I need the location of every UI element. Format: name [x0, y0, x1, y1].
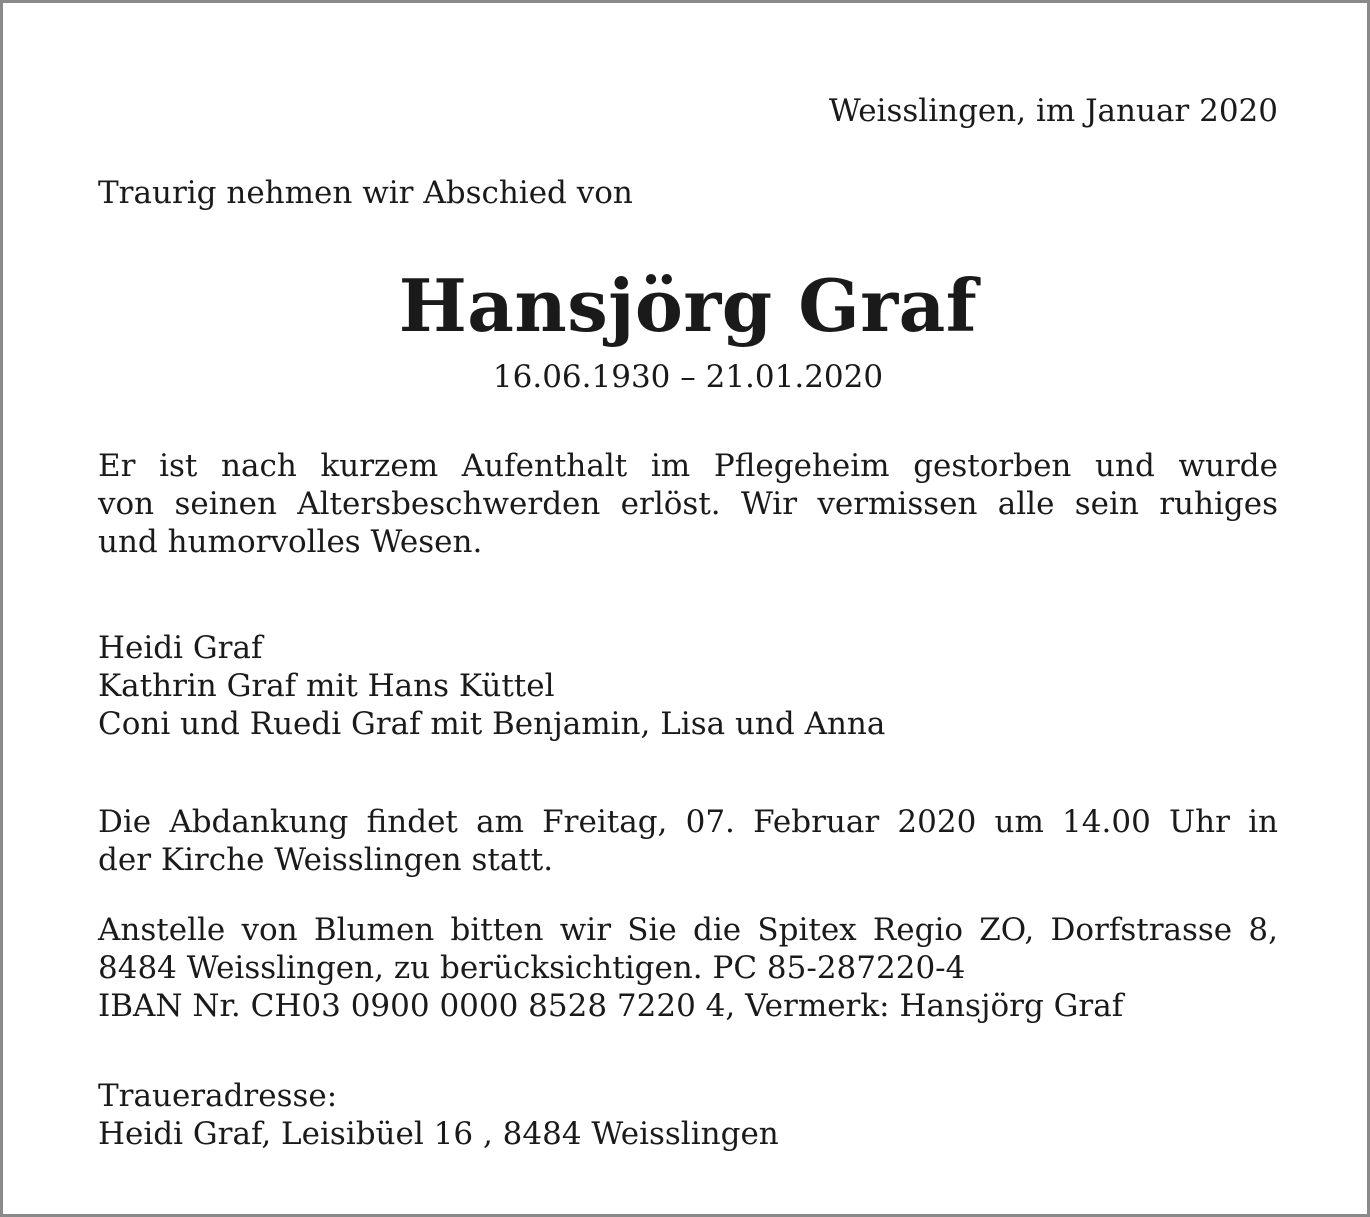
deceased-name: Hansjörg Graf [398, 263, 978, 348]
service-line: Die Abdankung findet am Freitag, 07. Februar 2020 um 14.00 Uhr in [98, 804, 1278, 840]
message-line: von seinen Altersbeschwerden erlöst. Wir vermissen alle sein ruhiges [98, 486, 1278, 522]
service-paragraph [98, 803, 1278, 879]
mourning-address-value: Heidi Graf, Leisibüel 16 , 8484 Weisslingen [98, 1116, 779, 1152]
mourning-address-label: Traueradresse: [98, 1078, 338, 1114]
message-line: Er ist nach kurzem Aufenthalt im Pflegeheim gestorben und wurde [98, 448, 1278, 484]
message-paragraph [98, 447, 1278, 561]
donation-paragraph [98, 911, 1278, 1025]
mourning-address [98, 1077, 1278, 1153]
family-member: Heidi Graf [98, 630, 263, 666]
donation-line: Anstelle von Blumen bitten wir Sie die Spitex Regio ZO, Dorfstrasse 8, [98, 912, 1278, 948]
place-date: Weisslingen, im Januar 2020 [828, 93, 1278, 129]
intro-text: Traurig nehmen wir Abschied von [98, 175, 633, 211]
family-list [98, 629, 1278, 743]
life-dates: 16.06.1930 – 21.01.2020 [492, 359, 884, 395]
service-line: der Kirche Weisslingen statt. [98, 842, 554, 878]
message-line: und humorvolles Wesen. [98, 524, 483, 560]
donation-line: 8484 Weisslingen, zu berücksichtigen. PC 85-287220-4 [98, 950, 966, 986]
family-member: Kathrin Graf mit Hans Küttel [98, 668, 555, 704]
family-member: Coni und Ruedi Graf mit Benjamin, Lisa und Anna [98, 706, 886, 742]
donation-line: IBAN Nr. CH03 0900 0000 8528 7220 4, Vermerk: Hansjörg Graf [98, 988, 1124, 1024]
